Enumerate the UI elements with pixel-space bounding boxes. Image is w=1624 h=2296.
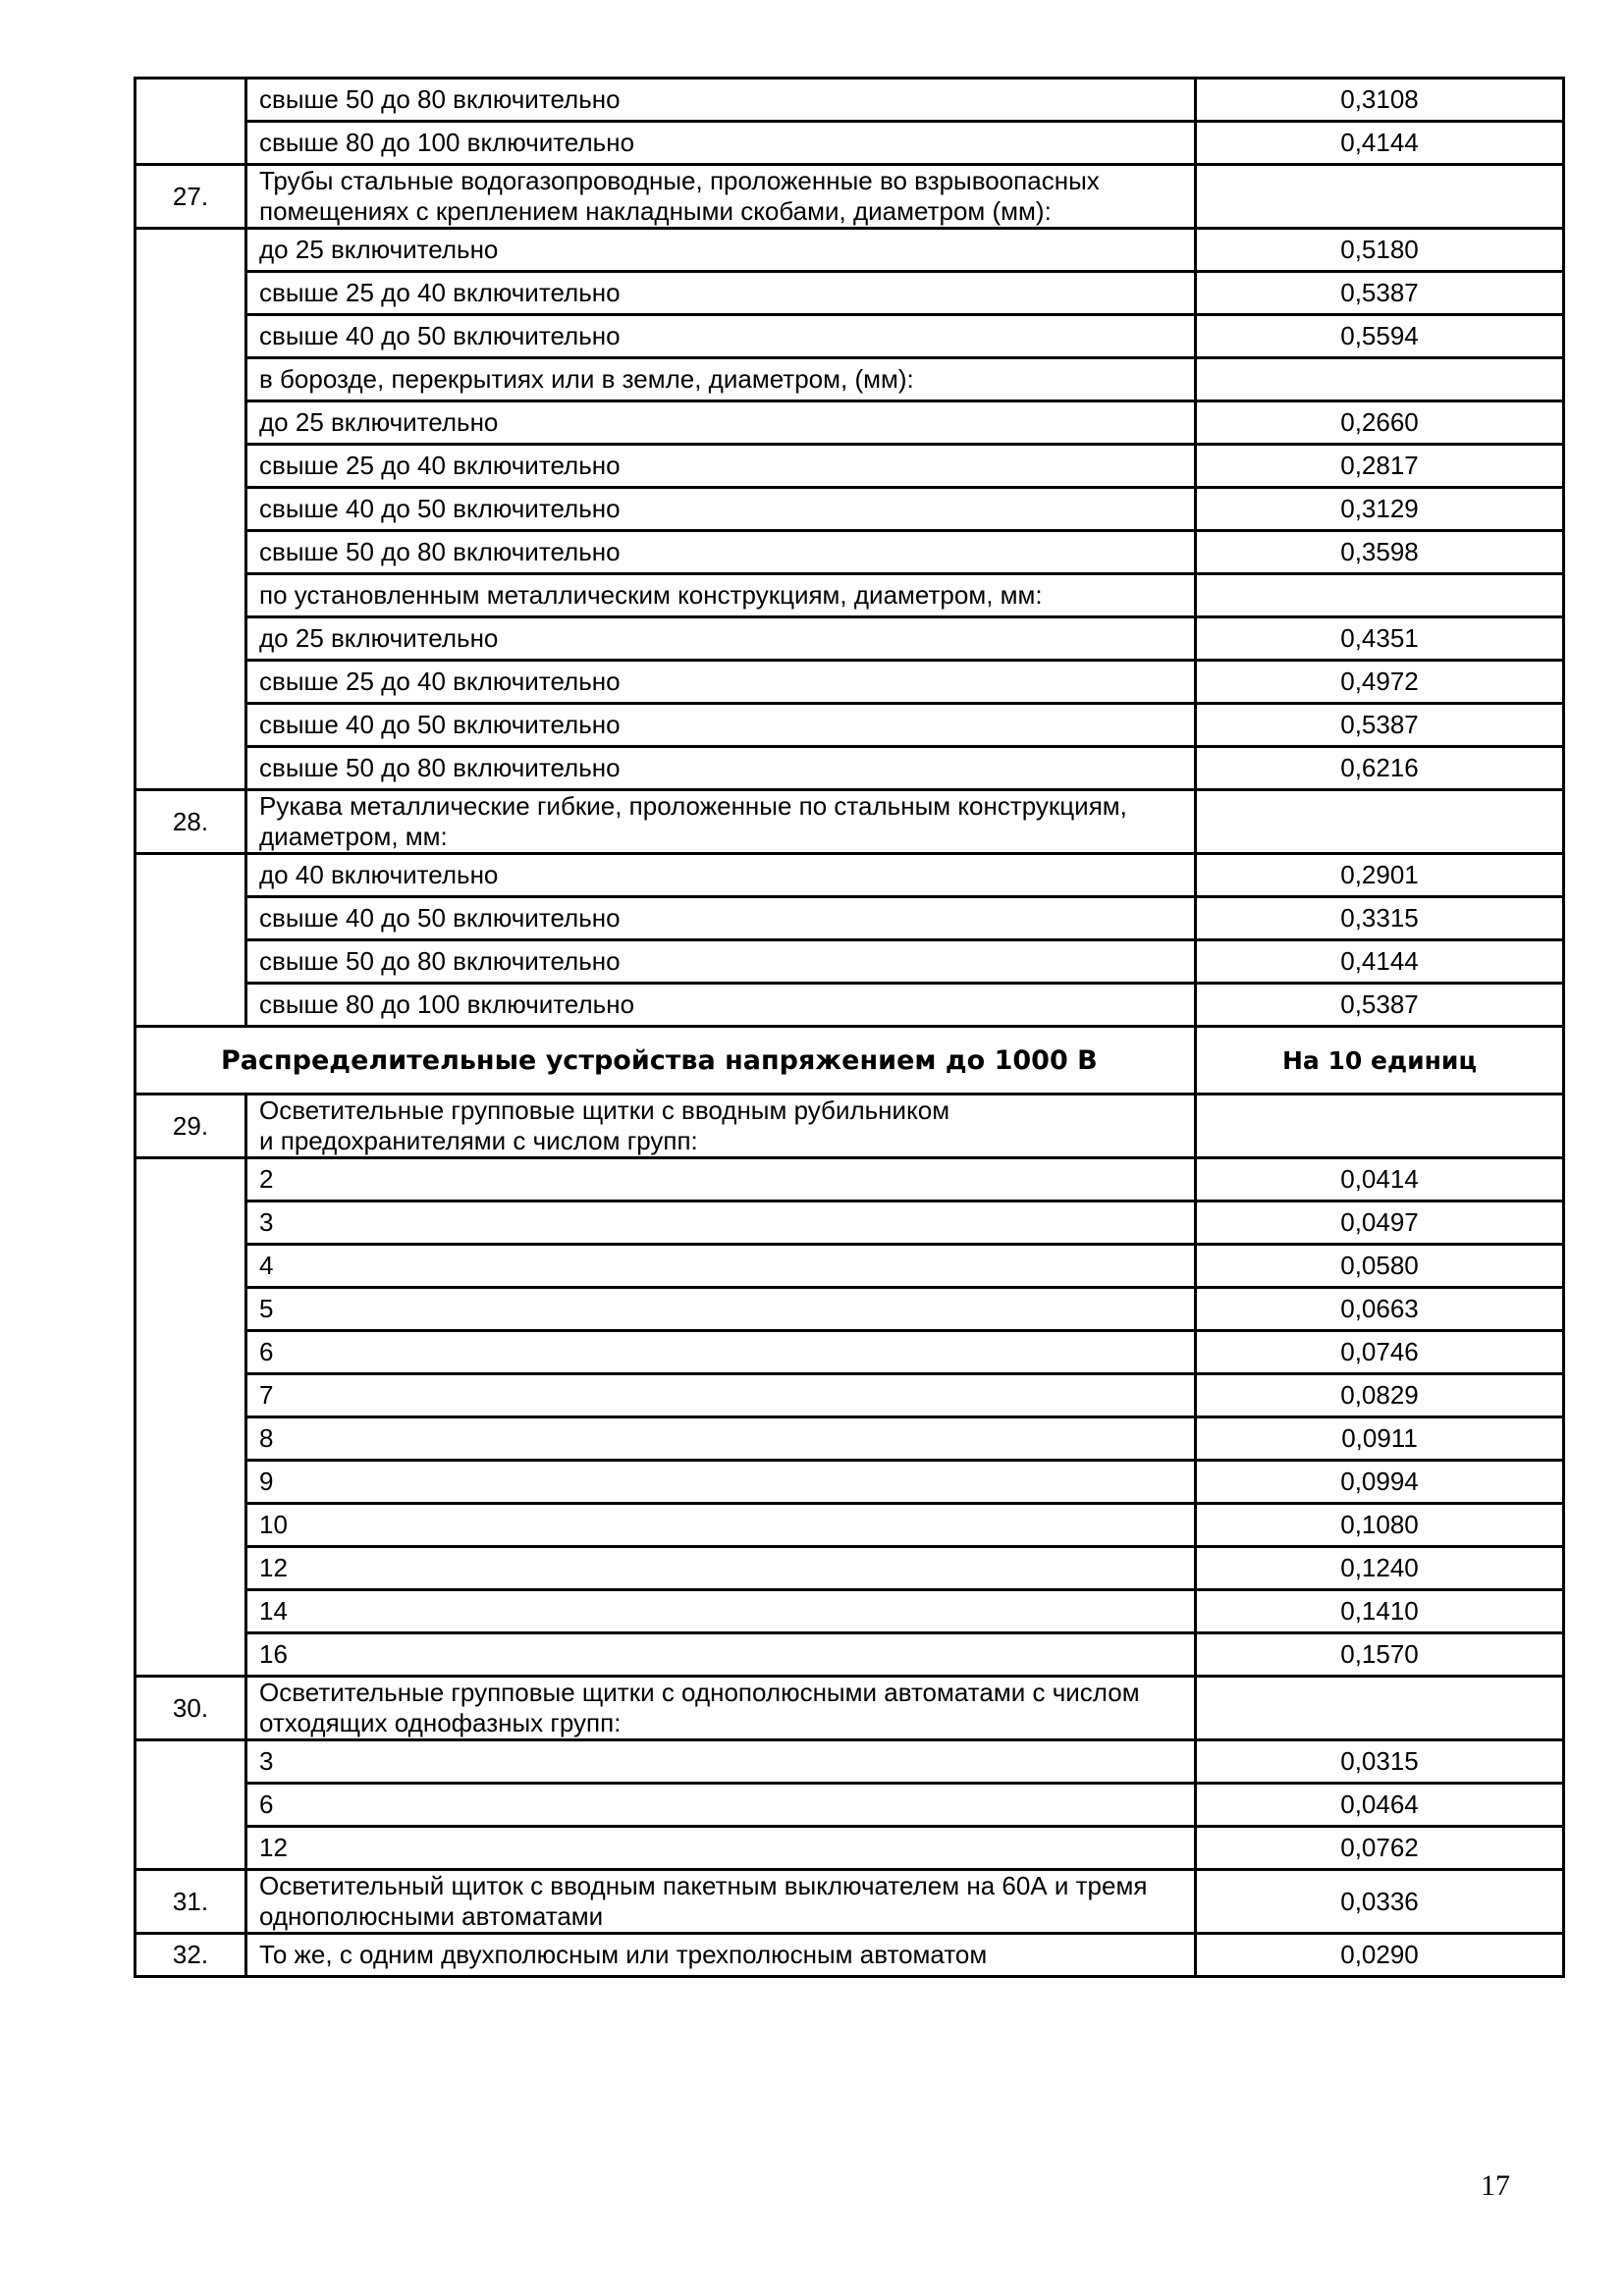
item-row	[135, 1095, 1564, 1158]
subitem-row	[135, 79, 1564, 122]
subitem-row	[135, 704, 1564, 747]
item-value: 0,4351	[1196, 617, 1564, 661]
item-number-blank	[135, 229, 246, 790]
subitem-row	[135, 1331, 1564, 1374]
item-description: свыше 50 до 80 включительно	[246, 79, 1196, 122]
item-value: 0,0464	[1196, 1784, 1564, 1827]
item-value: 0,0663	[1196, 1288, 1564, 1331]
item-number-blank	[135, 854, 246, 1027]
item-number: 27.	[135, 165, 246, 229]
section-header-row	[135, 1027, 1564, 1095]
item-description: до 25 включительно	[246, 401, 1196, 445]
subitem-row	[135, 1461, 1564, 1504]
item-value: 0,3129	[1196, 488, 1564, 531]
item-description: 6	[246, 1331, 1196, 1374]
item-description: Осветительные групповые щитки с однополюсными автоматами с числом отходящих однофазных групп:	[246, 1677, 1196, 1740]
item-row	[135, 1934, 1564, 1977]
subitem-row	[135, 574, 1564, 617]
item-description: 10	[246, 1504, 1196, 1547]
subitem-row	[135, 1158, 1564, 1201]
item-description: 6	[246, 1784, 1196, 1827]
item-description: свыше 40 до 50 включительно	[246, 897, 1196, 940]
subitem-row	[135, 1547, 1564, 1590]
subitem-row	[135, 358, 1564, 401]
subitem-row	[135, 1417, 1564, 1461]
item-description: 3	[246, 1201, 1196, 1245]
item-description: в борозде, перекрытиях или в земле, диаметром, (мм):	[246, 358, 1196, 401]
item-description: свыше 80 до 100 включительно	[246, 122, 1196, 165]
subitem-row	[135, 940, 1564, 984]
item-description: 14	[246, 1590, 1196, 1633]
item-description: свыше 40 до 50 включительно	[246, 315, 1196, 358]
item-value: 0,2901	[1196, 854, 1564, 897]
item-row	[135, 790, 1564, 854]
subitem-row	[135, 1827, 1564, 1870]
item-value: 0,0994	[1196, 1461, 1564, 1504]
item-value: 0,4144	[1196, 122, 1564, 165]
subitem-row	[135, 1504, 1564, 1547]
item-description: 12	[246, 1827, 1196, 1870]
subitem-row	[135, 488, 1564, 531]
item-description: Трубы стальные водогазопроводные, проложенные во взрывоопасных помещениях с креплением накладными скобами, диаметром (мм):	[246, 165, 1196, 229]
item-number: 32.	[135, 1934, 246, 1977]
subitem-row	[135, 984, 1564, 1027]
item-value	[1196, 165, 1564, 229]
item-value: 0,3108	[1196, 79, 1564, 122]
item-number-blank	[135, 1740, 246, 1870]
subitem-row	[135, 315, 1564, 358]
section-unit: На 10 единиц	[1196, 1027, 1564, 1095]
item-value: 0,5180	[1196, 229, 1564, 272]
item-description: 16	[246, 1633, 1196, 1677]
item-number: 31.	[135, 1870, 246, 1934]
item-value	[1196, 358, 1564, 401]
item-description: Осветительные групповые щитки с вводным рубильником и предохранителями с числом групп:	[246, 1095, 1196, 1158]
item-description: 5	[246, 1288, 1196, 1331]
subitem-row	[135, 272, 1564, 315]
item-description: свыше 40 до 50 включительно	[246, 704, 1196, 747]
item-value	[1196, 1095, 1564, 1158]
subitem-row	[135, 1633, 1564, 1677]
norms-table-body	[135, 79, 1564, 1977]
item-number-blank	[135, 1158, 246, 1677]
subitem-row	[135, 661, 1564, 704]
item-description: до 25 включительно	[246, 229, 1196, 272]
subitem-row	[135, 1201, 1564, 1245]
item-value: 0,0911	[1196, 1417, 1564, 1461]
item-description: 3	[246, 1740, 1196, 1784]
item-row	[135, 1870, 1564, 1934]
item-value: 0,0290	[1196, 1934, 1564, 1977]
subitem-row	[135, 854, 1564, 897]
item-value: 0,1410	[1196, 1590, 1564, 1633]
item-description: Рукава металлические гибкие, проложенные по стальным конструкциям, диаметром, мм:	[246, 790, 1196, 854]
item-value	[1196, 790, 1564, 854]
item-number: 30.	[135, 1677, 246, 1740]
page-number: 17	[1481, 2169, 1510, 2202]
item-value: 0,3315	[1196, 897, 1564, 940]
item-description: свыше 50 до 80 включительно	[246, 940, 1196, 984]
subitem-row	[135, 1590, 1564, 1633]
item-row	[135, 165, 1564, 229]
subitem-row	[135, 445, 1564, 488]
item-value: 0,5387	[1196, 984, 1564, 1027]
section-title: Распределительные устройства напряжением до 1000 В	[135, 1027, 1196, 1095]
item-value: 0,0829	[1196, 1374, 1564, 1417]
item-value: 0,0414	[1196, 1158, 1564, 1201]
norms-table	[134, 77, 1565, 1978]
item-description: 12	[246, 1547, 1196, 1590]
item-value: 0,2817	[1196, 445, 1564, 488]
item-value: 0,5594	[1196, 315, 1564, 358]
item-number: 29.	[135, 1095, 246, 1158]
subitem-row	[135, 747, 1564, 790]
subitem-row	[135, 1784, 1564, 1827]
item-description: 8	[246, 1417, 1196, 1461]
item-description: 9	[246, 1461, 1196, 1504]
item-description: по установленным металлическим конструкциям, диаметром, мм:	[246, 574, 1196, 617]
item-value: 0,1570	[1196, 1633, 1564, 1677]
item-description: до 40 включительно	[246, 854, 1196, 897]
item-number: 28.	[135, 790, 246, 854]
item-number-blank	[135, 79, 246, 165]
item-value: 0,4144	[1196, 940, 1564, 984]
subitem-row	[135, 401, 1564, 445]
item-value: 0,2660	[1196, 401, 1564, 445]
item-description: свыше 25 до 40 включительно	[246, 661, 1196, 704]
item-value: 0,0762	[1196, 1827, 1564, 1870]
item-description: до 25 включительно	[246, 617, 1196, 661]
subitem-row	[135, 122, 1564, 165]
subitem-row	[135, 1245, 1564, 1288]
item-description: 4	[246, 1245, 1196, 1288]
subitem-row	[135, 1374, 1564, 1417]
item-description: свыше 40 до 50 включительно	[246, 488, 1196, 531]
item-value: 0,0580	[1196, 1245, 1564, 1288]
item-description: свыше 50 до 80 включительно	[246, 531, 1196, 574]
item-value	[1196, 1677, 1564, 1740]
subitem-row	[135, 229, 1564, 272]
subitem-row	[135, 617, 1564, 661]
item-value: 0,1080	[1196, 1504, 1564, 1547]
item-description: 2	[246, 1158, 1196, 1201]
item-description: 7	[246, 1374, 1196, 1417]
item-value: 0,6216	[1196, 747, 1564, 790]
item-value: 0,0315	[1196, 1740, 1564, 1784]
item-value: 0,5387	[1196, 272, 1564, 315]
subitem-row	[135, 1740, 1564, 1784]
item-value: 0,0336	[1196, 1870, 1564, 1934]
item-value: 0,5387	[1196, 704, 1564, 747]
item-row	[135, 1677, 1564, 1740]
item-value: 0,4972	[1196, 661, 1564, 704]
item-description: свыше 50 до 80 включительно	[246, 747, 1196, 790]
item-description: Осветительный щиток с вводным пакетным выключателем на 60А и тремя однополюсными автоматами	[246, 1870, 1196, 1934]
item-value: 0,0497	[1196, 1201, 1564, 1245]
item-description: То же, с одним двухполюсным или трехполюсным автоматом	[246, 1934, 1196, 1977]
item-value: 0,0746	[1196, 1331, 1564, 1374]
item-value: 0,3598	[1196, 531, 1564, 574]
subitem-row	[135, 897, 1564, 940]
item-value: 0,1240	[1196, 1547, 1564, 1590]
item-description: свыше 80 до 100 включительно	[246, 984, 1196, 1027]
subitem-row	[135, 1288, 1564, 1331]
item-description: свыше 25 до 40 включительно	[246, 272, 1196, 315]
subitem-row	[135, 531, 1564, 574]
item-value	[1196, 574, 1564, 617]
item-description: свыше 25 до 40 включительно	[246, 445, 1196, 488]
